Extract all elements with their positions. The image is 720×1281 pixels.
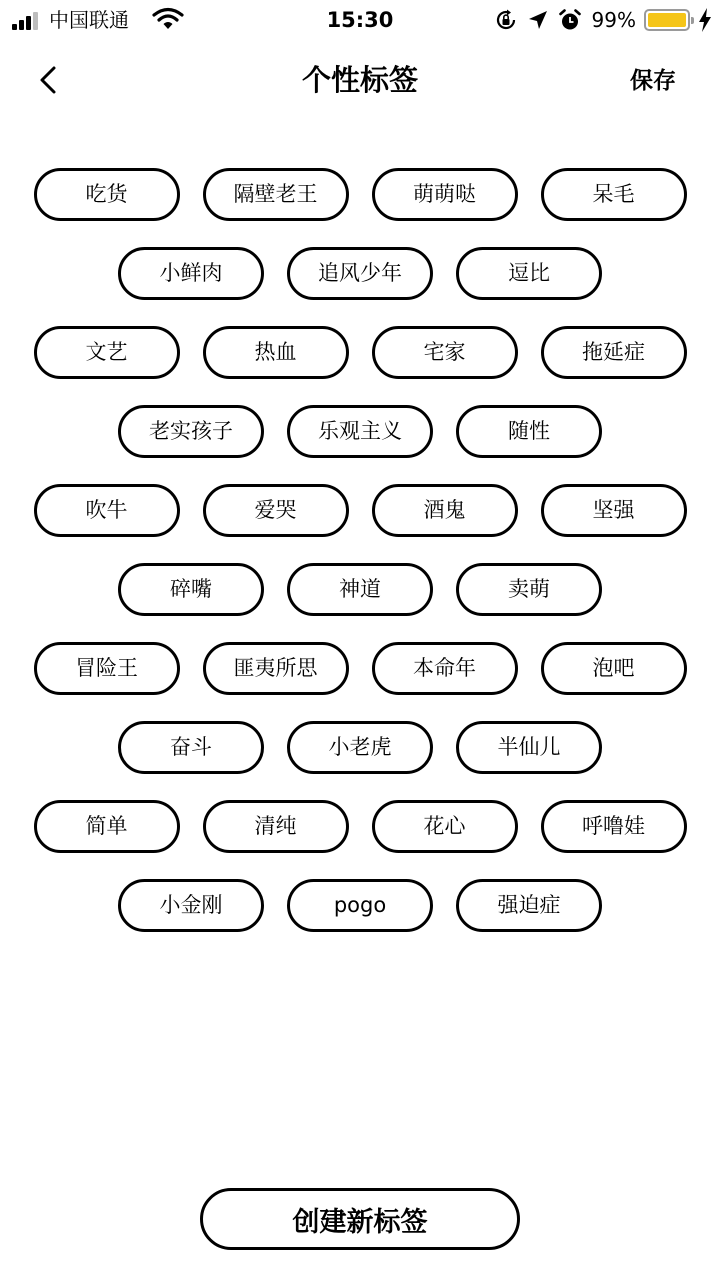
page-title: 个性标签	[301, 63, 418, 97]
tag-pill[interactable]: 宅家	[372, 326, 518, 379]
tag-pill[interactable]: 热血	[203, 326, 349, 379]
tag-row	[0, 405, 720, 458]
tag-pill[interactable]: 文艺	[34, 326, 180, 379]
tag-pill[interactable]: 泡吧	[541, 642, 687, 695]
battery-icon	[644, 9, 690, 31]
tag-pill[interactable]: 爱哭	[203, 484, 349, 537]
tag-pill[interactable]: 碎嘴	[118, 563, 264, 616]
tag-pill[interactable]: 老实孩子	[118, 405, 264, 458]
tag-pill[interactable]: 隔壁老王	[203, 168, 349, 221]
nav-bar	[0, 40, 720, 120]
tag-row	[0, 642, 720, 695]
tag-row	[0, 484, 720, 537]
alarm-clock-icon	[558, 8, 582, 32]
tag-row	[0, 326, 720, 379]
tag-pill[interactable]: 呼噜娃	[541, 800, 687, 853]
tag-pill[interactable]: 简单	[34, 800, 180, 853]
tag-row	[0, 168, 720, 221]
tag-pill[interactable]: 清纯	[203, 800, 349, 853]
tag-pill[interactable]: 奋斗	[118, 721, 264, 774]
tag-grid	[0, 168, 720, 958]
tag-pill[interactable]: 追风少年	[287, 247, 433, 300]
tag-pill[interactable]: 拖延症	[541, 326, 687, 379]
carrier-name: 中国联通	[49, 8, 129, 32]
status-bar	[0, 0, 720, 40]
tag-pill[interactable]: 萌萌哒	[372, 168, 518, 221]
tag-pill[interactable]: 随性	[456, 405, 602, 458]
rotation-lock-icon	[494, 8, 518, 32]
tag-row	[0, 721, 720, 774]
status-indicators	[494, 5, 712, 35]
chevron-left-icon	[42, 68, 54, 92]
tag-row	[0, 800, 720, 853]
create-tag-button[interactable]: 创建新标签	[200, 1188, 520, 1250]
tag-row	[0, 563, 720, 616]
tag-pill[interactable]: 小鲜肉	[118, 247, 264, 300]
tag-pill[interactable]: 半仙儿	[456, 721, 602, 774]
back-button[interactable]	[30, 60, 70, 100]
tag-pill[interactable]: pogo	[287, 879, 433, 932]
tag-pill[interactable]: 酒鬼	[372, 484, 518, 537]
tag-pill[interactable]: 卖萌	[456, 563, 602, 616]
tag-row	[0, 879, 720, 932]
save-button[interactable]: 保存	[630, 68, 676, 94]
tag-pill[interactable]: 强迫症	[456, 879, 602, 932]
clock: 15:30	[326, 8, 394, 32]
tag-pill[interactable]: 坚强	[541, 484, 687, 537]
tag-pill[interactable]: 神道	[287, 563, 433, 616]
tag-pill[interactable]: 冒险王	[34, 642, 180, 695]
tag-row	[0, 247, 720, 300]
tag-pill[interactable]: 逗比	[456, 247, 602, 300]
tag-pill[interactable]: 本命年	[372, 642, 518, 695]
tag-pill[interactable]: 匪夷所思	[203, 642, 349, 695]
location-arrow-icon	[526, 8, 550, 32]
tag-pill[interactable]: 乐观主义	[287, 405, 433, 458]
tag-pill[interactable]: 吹牛	[34, 484, 180, 537]
battery-percent: 99%	[591, 8, 636, 32]
tag-pill[interactable]: 吃货	[34, 168, 180, 221]
tag-pill[interactable]: 小金刚	[118, 879, 264, 932]
charging-bolt-icon	[698, 8, 712, 32]
battery-level	[648, 13, 686, 27]
tag-pill[interactable]: 呆毛	[541, 168, 687, 221]
tag-pill[interactable]: 花心	[372, 800, 518, 853]
tag-pill[interactable]: 小老虎	[287, 721, 433, 774]
